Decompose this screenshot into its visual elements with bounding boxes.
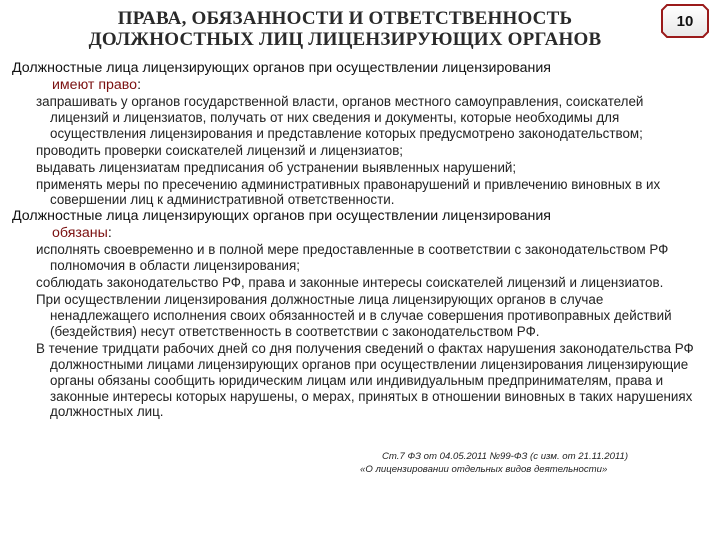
responsibility-paragraph-1: При осуществлении лицензирования должностные лица лицензирующих органов в случае ненадлежащего исполнения своих обязанностей и в случае совершения противоправных действий (бездействия) несут ответственность в соответствии с законодательством РФ.	[36, 292, 672, 339]
duties-heading-colon: :	[107, 224, 112, 241]
rights-item-4: применять меры по пресечению административных правонарушений и привлечению виновных в их совершении лиц к административной ответственности.	[36, 176, 661, 208]
rights-heading-colon: :	[137, 76, 142, 93]
slide-content	[12, 60, 702, 420]
responsibility-paragraph-2	[26, 341, 720, 421]
duties-heading-text: Должностные лица лицензирующих органов при осуществлении лицензирования	[12, 208, 551, 225]
rights-item-3: выдавать лицензиатам предписания об устранении выявленных нарушений;	[36, 159, 517, 175]
rights-item-2: проводить проверки соискателей лицензий и лицензиатов;	[36, 142, 404, 158]
responsibility-paragraph-2-text: В течение тридцати рабочих дней со дня получения сведений о фактах нарушения законодательства РФ должностными лицами лицензирующих органов при осуществлении лицензирования лицензирующие органы обязаны сообщить юридическим лицам или индивидуальным предпринимателям, права и законные интересы которых нарушены, о мерах, принятых в отношении виновных в таких нарушениях должностных лиц.	[36, 340, 694, 420]
slide-title	[60, 8, 630, 50]
duties-item-1: исполнять своевременно и в полной мере предоставленные в соответствии с законодательством РФ полномочия в области лицензирования;	[36, 242, 669, 274]
legal-reference-line-2: «О лицензировании отдельных видов деятельности»	[360, 464, 608, 475]
slide-title-line-1: ПРАВА, ОБЯЗАННОСТИ И ОТВЕТСТВЕННОСТЬ	[117, 8, 573, 29]
rights-heading-emphasis: имеют право	[52, 76, 138, 93]
duties-item-2: соблюдать законодательство РФ, права и законные интересы соискателей лицензий и лицензиатов.	[36, 275, 664, 291]
legal-reference-line-1: Ст.7 ФЗ от 04.05.2011 №99-ФЗ (с изм. от 21.11.2011)	[382, 451, 629, 462]
rights-heading-text: Должностные лица лицензирующих органов при осуществлении лицензирования	[12, 60, 551, 76]
page-number-badge	[661, 4, 709, 38]
duties-heading-emphasis: обязаны	[52, 224, 108, 241]
rights-heading	[12, 60, 702, 93]
legal-reference	[360, 450, 700, 476]
duties-heading	[12, 208, 702, 241]
slide-title-line-2: ДОЛЖНОСТНЫХ ЛИЦ ЛИЦЕНЗИРУЮЩИХ ОРГАНОВ	[88, 29, 602, 50]
page-number: 10	[676, 12, 694, 30]
rights-item-1: запрашивать у органов государственной власти, органов местного самоуправления, соискателей лицензий и лицензиатов, получать от них сведения и документы, которые необходимы для осуществления лицензирования и представление которых предусмотрено законодательством;	[36, 94, 644, 141]
